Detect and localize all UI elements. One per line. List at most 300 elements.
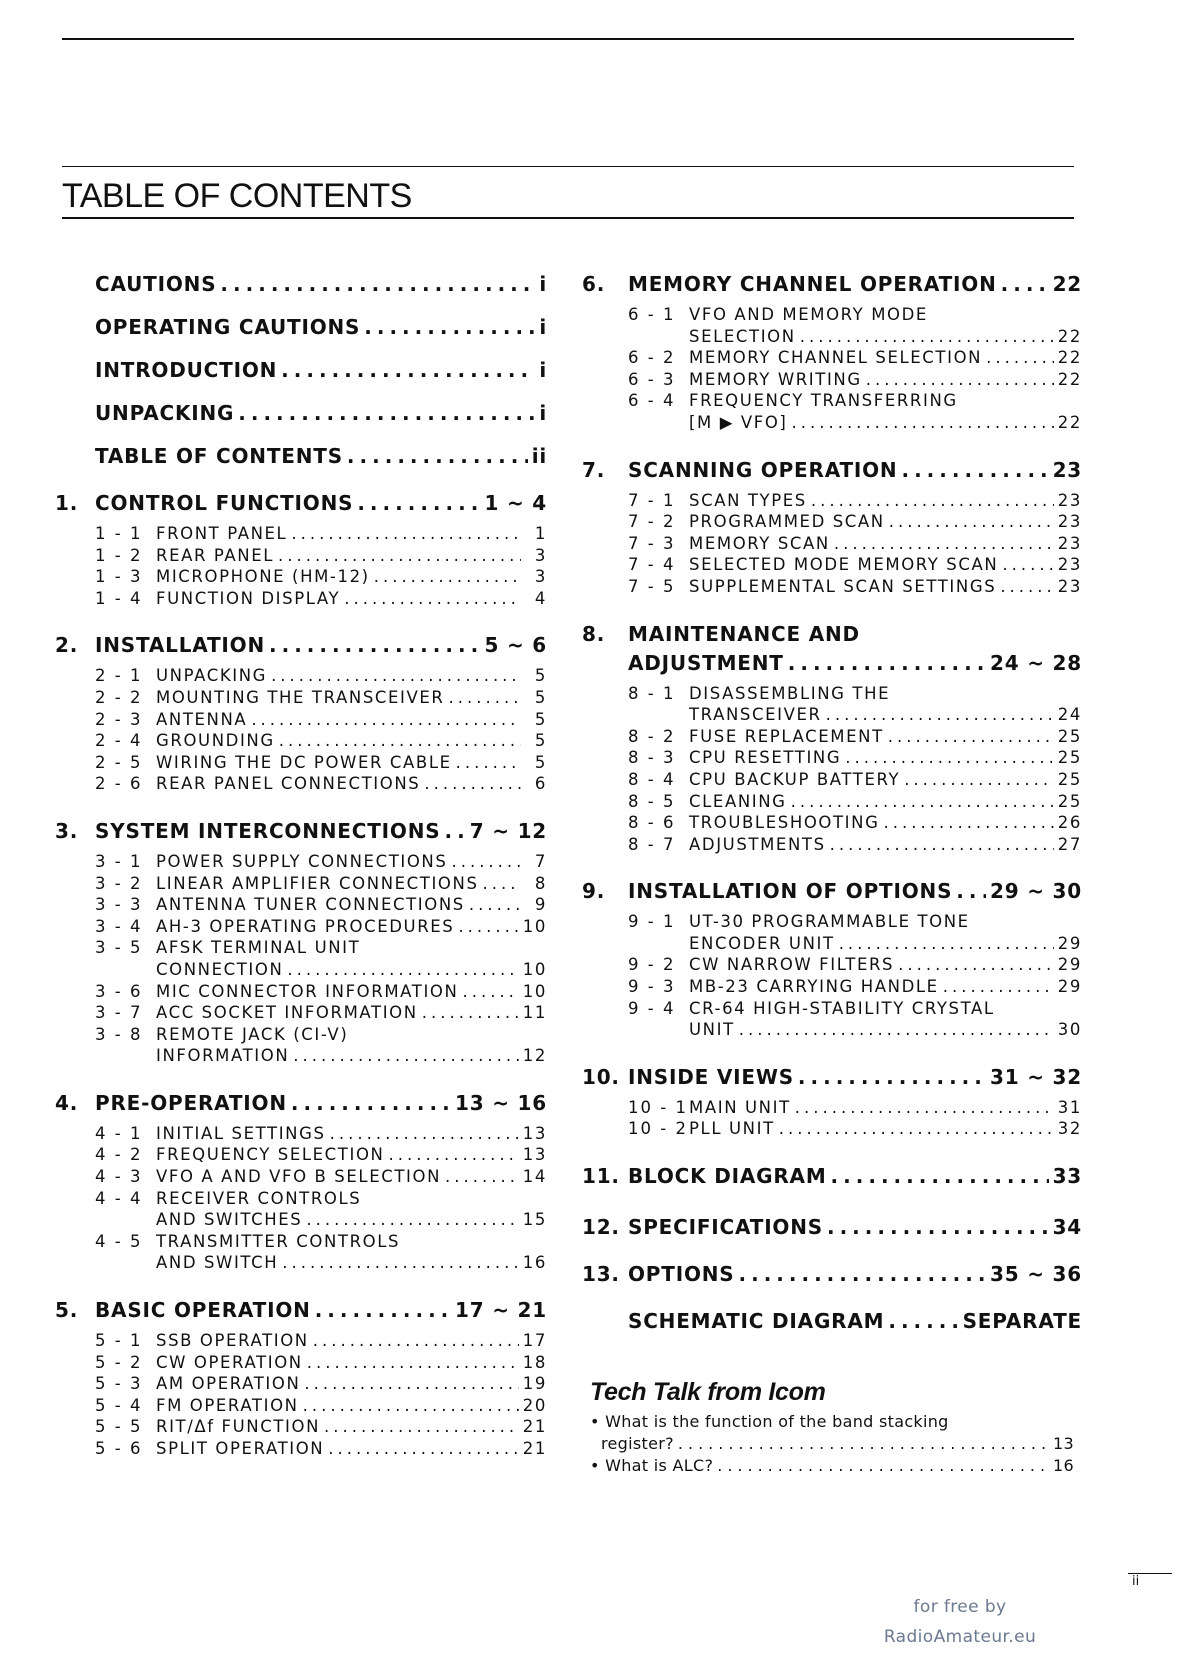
subsection-line — [689, 533, 1082, 555]
toc-section — [582, 270, 1082, 434]
subsection-title: ANTENNA TUNER CONNECTIONS — [156, 895, 465, 915]
subsection-entry — [55, 1352, 547, 1374]
subsection-title: VFO AND MEMORY MODE — [689, 305, 928, 324]
dot-leader — [315, 1296, 451, 1325]
dot-leader — [388, 1144, 518, 1166]
section-title-line — [628, 456, 1082, 485]
page-ref: 27 — [1057, 834, 1082, 854]
toc-entry — [582, 1162, 1082, 1191]
subsection-title: MICROPHONE (HM-12) — [156, 567, 370, 587]
subsection-number: 2 - 5 — [95, 752, 143, 772]
page-ref: 7 ~ 12 — [469, 818, 547, 843]
subsection-number: 8 - 4 — [628, 769, 676, 789]
section-number: 12. — [582, 1215, 620, 1240]
section-spacer — [55, 1067, 547, 1089]
toc-entry — [582, 1307, 1082, 1336]
section-number: 13. — [582, 1262, 620, 1287]
page-ref: 7 — [534, 851, 547, 871]
subsection-number: 8 - 1 — [628, 683, 676, 703]
page-ref: 22 — [1057, 369, 1082, 389]
subsection-title: MB-23 CARRYING HANDLE — [689, 977, 939, 997]
subsection-number: 3 - 3 — [95, 895, 143, 915]
section-title-line — [95, 817, 547, 846]
page-ref: 23 — [1052, 457, 1082, 482]
subsection-line — [689, 834, 1082, 856]
section-title-line — [95, 399, 547, 428]
subsection-line — [689, 1097, 1082, 1119]
subsection-number: 5 - 5 — [95, 1417, 143, 1437]
dot-leader — [826, 704, 1054, 726]
subsection-entry — [55, 937, 547, 980]
section-title: SCANNING OPERATION — [628, 457, 898, 482]
dot-leader — [943, 976, 1054, 998]
dot-leader — [866, 369, 1054, 391]
subsection-line — [156, 1166, 547, 1188]
subsection-entry — [55, 894, 547, 916]
page-ref: 19 — [522, 1374, 547, 1394]
toc-section — [55, 489, 547, 609]
subsection-number: 9 - 3 — [628, 977, 676, 997]
subsection-number: 10 - 1 — [628, 1097, 688, 1117]
dot-leader — [291, 1089, 451, 1118]
subsection-line — [156, 873, 547, 895]
subsection-list — [55, 1123, 547, 1274]
dot-leader — [303, 1395, 519, 1417]
subsection-title: CW NARROW FILTERS — [689, 955, 895, 975]
dot-leader — [795, 1097, 1054, 1119]
dot-leader — [357, 489, 480, 518]
section-title-line — [628, 1162, 1082, 1191]
subsection-line-2 — [689, 1019, 1082, 1041]
toc-entry — [582, 270, 1082, 299]
subsection-number: 9 - 4 — [628, 998, 676, 1018]
subsection-body — [156, 752, 547, 774]
dot-leader — [483, 873, 521, 895]
subsection-list — [582, 1097, 1082, 1140]
dot-leader — [1001, 270, 1049, 299]
dot-leader — [986, 347, 1054, 369]
section-title: OPTIONS — [628, 1262, 735, 1287]
subsection-number: 6 - 4 — [628, 391, 676, 411]
section-spacer — [55, 1460, 547, 1482]
subsection-entry — [55, 665, 547, 687]
subsection-title: AH-3 OPERATING PROCEDURES — [156, 916, 455, 936]
subsection-title: SPLIT OPERATION — [156, 1439, 325, 1458]
subsection-line — [156, 916, 547, 938]
subsection-title: SSB OPERATION — [156, 1331, 309, 1351]
subsection-entry — [55, 981, 547, 1003]
subsection-line-2 — [689, 933, 1082, 955]
section-number: 6. — [582, 272, 606, 296]
page-ref: 23 — [1057, 490, 1082, 510]
subsection-line — [689, 791, 1082, 813]
subsection-number: 2 - 2 — [95, 687, 143, 707]
section-spacer — [55, 342, 547, 356]
dot-leader — [281, 356, 535, 385]
subsection-list — [582, 911, 1082, 1041]
page-ref: 22 — [1057, 348, 1082, 368]
subsection-entry — [55, 1231, 547, 1274]
section-spacer — [55, 1274, 547, 1296]
toc-section — [582, 1063, 1082, 1140]
section-spacer — [55, 795, 547, 817]
subsection-entry — [582, 369, 1082, 391]
tech-talk-question: • What is the function of the band stacking — [590, 1412, 949, 1431]
subsection-entry — [55, 730, 547, 752]
section-title: PRE-OPERATION — [95, 1090, 287, 1115]
subsection-line — [689, 976, 1082, 998]
subsection-body — [689, 533, 1082, 555]
toc-entry — [582, 620, 1082, 678]
subsection-body — [689, 976, 1082, 998]
dot-leader — [451, 851, 521, 873]
dot-leader — [827, 1213, 1049, 1242]
subsection-title: CPU RESETTING — [689, 748, 842, 768]
subsection-title: AFSK TERMINAL UNIT — [156, 938, 361, 958]
dot-leader — [324, 1416, 519, 1438]
subsection-title: INITIAL SETTINGS — [156, 1123, 326, 1143]
dot-leader — [791, 412, 1053, 434]
subsection-entry — [582, 1097, 1082, 1119]
subsection-body — [156, 1144, 547, 1166]
subsection-line — [156, 545, 547, 567]
subsection-entry — [55, 1123, 547, 1145]
subsection-title: RIT/Δf FUNCTION — [156, 1417, 321, 1437]
section-title-wrap — [95, 313, 547, 342]
section-title-line — [95, 442, 547, 471]
page-ref: 16 — [522, 1253, 547, 1273]
subsection-title-continued: ENCODER UNIT — [689, 933, 835, 953]
section-title: CAUTIONS — [95, 272, 217, 296]
toc-section — [55, 631, 547, 795]
dot-leader — [293, 1045, 519, 1067]
subsection-title: SELECTED MODE MEMORY SCAN — [689, 555, 999, 575]
subsection-line — [156, 687, 547, 709]
subsection-number: 5 - 3 — [95, 1374, 143, 1394]
subsection-entry — [582, 911, 1082, 954]
subsection-line — [156, 730, 547, 752]
subsection-entry — [55, 523, 547, 545]
section-title-wrap — [628, 620, 1082, 678]
section-title-line — [95, 631, 547, 660]
page-ref: 16 — [1053, 1456, 1074, 1475]
subsection-line-1 — [689, 304, 1082, 326]
toc-section — [55, 270, 547, 299]
section-spacer — [582, 1289, 1082, 1307]
section-title-line — [628, 877, 1082, 906]
dot-leader — [956, 877, 986, 906]
subsection-title: PLL UNIT — [689, 1119, 775, 1139]
subsection-body — [689, 791, 1082, 813]
section-spacer — [582, 434, 1082, 456]
section-title-wrap — [95, 1296, 547, 1325]
dot-leader — [313, 1330, 519, 1352]
subsection-entry — [55, 1188, 547, 1231]
subsection-body — [156, 1166, 547, 1188]
dot-leader — [279, 730, 521, 752]
subsection-line — [689, 576, 1082, 598]
toc-section — [582, 1162, 1082, 1191]
section-title-line — [95, 1089, 547, 1118]
page-ref: 10 — [522, 916, 547, 936]
dot-leader — [845, 747, 1054, 769]
dot-leader — [444, 817, 465, 846]
subsection-line-2 — [689, 412, 1082, 434]
subsection-entry — [55, 1373, 547, 1395]
dot-leader — [449, 687, 522, 709]
page-ref: i — [539, 401, 547, 425]
subsection-body — [689, 769, 1082, 791]
toc-section — [582, 877, 1082, 1041]
page-ref: 30 — [1057, 1020, 1082, 1040]
subsection-line — [689, 1118, 1082, 1140]
toc-section — [582, 1307, 1082, 1336]
subsection-line — [156, 1352, 547, 1374]
page-ref: 24 — [1057, 705, 1082, 725]
toc-section — [55, 399, 547, 428]
page-ref: 34 — [1052, 1215, 1082, 1240]
subsection-body — [156, 1438, 547, 1460]
dot-leader — [883, 812, 1053, 834]
subsection-body — [156, 1123, 547, 1145]
section-title: INSTALLATION — [95, 633, 265, 658]
section-title: SYSTEM INTERCONNECTIONS — [95, 818, 441, 843]
subsection-line-2 — [156, 959, 547, 981]
subsection-body — [156, 566, 547, 588]
subsection-line-1 — [156, 937, 547, 959]
subsection-line-1 — [689, 683, 1082, 705]
section-title: INTRODUCTION — [95, 358, 278, 382]
subsection-entry — [582, 576, 1082, 598]
subsection-title: ANTENNA — [156, 709, 248, 729]
subsection-entry — [55, 588, 547, 610]
dot-leader — [238, 399, 535, 428]
toc-entry — [55, 817, 547, 846]
subsection-body — [689, 347, 1082, 369]
page-ref: ii — [531, 444, 547, 468]
dot-leader — [445, 1166, 519, 1188]
subsection-line — [156, 773, 547, 795]
subsection-number: 4 - 5 — [95, 1231, 143, 1251]
section-title-wrap — [95, 1089, 547, 1118]
subsection-title: MAIN UNIT — [689, 1097, 791, 1117]
toc-entry — [55, 356, 547, 385]
subsection-entry — [582, 554, 1082, 576]
subsection-body — [156, 1002, 547, 1024]
dot-leader — [278, 545, 521, 567]
subsection-body — [156, 709, 547, 731]
subsection-entry — [55, 1330, 547, 1352]
subsection-entry — [55, 545, 547, 567]
page-ref: 10 — [522, 981, 547, 1001]
subsection-number: 10 - 2 — [628, 1119, 688, 1139]
subsection-title: FREQUENCY SELECTION — [156, 1145, 385, 1165]
dot-leader — [456, 752, 521, 774]
subsection-title-continued: SELECTION — [689, 326, 796, 346]
page-ref: 18 — [522, 1352, 547, 1372]
subsection-line — [689, 747, 1082, 769]
subsection-entry — [582, 1118, 1082, 1140]
subsection-title: VFO A AND VFO B SELECTION — [156, 1167, 442, 1187]
dot-leader — [287, 959, 518, 981]
subsection-title-continued: AND SWITCH — [156, 1253, 279, 1273]
page-ref: 14 — [522, 1167, 547, 1187]
toc-entry — [55, 631, 547, 660]
subsection-number: 3 - 7 — [95, 1003, 143, 1023]
subsection-body — [156, 937, 547, 980]
subsection-number: 5 - 2 — [95, 1352, 143, 1372]
dot-leader — [788, 649, 986, 678]
subsection-line — [689, 554, 1082, 576]
page-ref: 5 — [534, 666, 547, 686]
subsection-title: PROGRAMMED SCAN — [689, 512, 885, 532]
subsection-title: ACC SOCKET INFORMATION — [156, 1003, 418, 1023]
subsection-line — [156, 566, 547, 588]
subsection-body — [689, 1118, 1082, 1140]
toc-entry — [582, 1063, 1082, 1092]
top-rule — [62, 38, 1074, 40]
section-title-wrap — [628, 1213, 1082, 1242]
subsection-entry — [582, 511, 1082, 533]
subsection-line — [156, 752, 547, 774]
subsection-title-continued: TRANSCEIVER — [689, 705, 822, 725]
subsection-entry — [55, 1144, 547, 1166]
subsection-title: RECEIVER CONTROLS — [156, 1188, 362, 1208]
subsection-line-2 — [156, 1209, 547, 1231]
subsection-entry — [582, 976, 1082, 998]
subsection-number: 7 - 3 — [628, 533, 676, 553]
section-title-line — [628, 1063, 1082, 1092]
toc-section — [55, 1296, 547, 1460]
subsection-body — [156, 1024, 547, 1067]
subsection-line — [156, 1123, 547, 1145]
subsection-title: TROUBLESHOOTING — [689, 813, 880, 833]
section-number: 2. — [55, 633, 79, 658]
section-title: UNPACKING — [95, 401, 235, 425]
subsection-list — [582, 490, 1082, 598]
title-bottom-rule — [62, 217, 1074, 219]
page-ref: 1 — [534, 524, 547, 543]
subsection-body — [156, 981, 547, 1003]
page-ref: 29 — [1057, 977, 1082, 997]
section-title-line — [95, 489, 547, 518]
subsection-body — [156, 916, 547, 938]
section-title: BLOCK DIAGRAM — [628, 1164, 827, 1189]
dot-leader — [901, 456, 1048, 485]
section-title: OPERATING CAUTIONS — [95, 315, 361, 339]
subsection-line — [156, 851, 547, 873]
dot-leader — [251, 709, 521, 731]
subsection-body — [689, 490, 1082, 512]
subsection-title: SCAN TYPES — [689, 490, 807, 510]
subsection-number: 4 - 3 — [95, 1167, 143, 1187]
section-title-wrap — [95, 399, 547, 428]
subsection-entry — [582, 747, 1082, 769]
subsection-line — [689, 726, 1082, 748]
subsection-line — [156, 1002, 547, 1024]
subsection-body — [689, 911, 1082, 954]
subsection-number: 8 - 7 — [628, 834, 676, 854]
toc-entry — [55, 313, 547, 342]
dot-leader — [1002, 554, 1053, 576]
subsection-number: 3 - 5 — [95, 938, 143, 958]
subsection-line — [156, 894, 547, 916]
subsection-entry — [55, 851, 547, 873]
subsection-entry — [582, 390, 1082, 433]
page-number: ii — [1128, 1573, 1172, 1589]
subsection-title: UNPACKING — [156, 666, 268, 686]
subsection-list — [582, 683, 1082, 856]
section-title: BASIC OPERATION — [95, 1298, 311, 1323]
tech-talk-list — [590, 1411, 1074, 1477]
subsection-body — [156, 730, 547, 752]
page-ref: i — [539, 315, 547, 339]
subsection-number: 5 - 6 — [95, 1439, 143, 1458]
section-spacer — [55, 299, 547, 313]
subsection-entry — [55, 752, 547, 774]
subsection-title-continued: AND SWITCHES — [156, 1210, 303, 1230]
subsection-entry — [55, 1416, 547, 1438]
section-spacer — [582, 1336, 1082, 1354]
subsection-number: 7 - 2 — [628, 512, 676, 532]
subsection-body — [156, 687, 547, 709]
dot-leader — [330, 1123, 519, 1145]
subsection-body — [689, 369, 1082, 391]
subsection-title: TRANSMITTER CONTROLS — [156, 1231, 401, 1251]
page-ref: 17 ~ 21 — [455, 1298, 547, 1323]
subsection-line — [156, 1395, 547, 1417]
subsection-number: 8 - 6 — [628, 813, 676, 833]
subsection-number: 9 - 2 — [628, 955, 676, 975]
page-ref: SEPARATE — [962, 1309, 1082, 1334]
page-ref: 29 — [1057, 933, 1082, 953]
subsection-entry — [582, 791, 1082, 813]
page-ref: 5 — [534, 709, 547, 729]
subsection-title-continued: UNIT — [689, 1020, 735, 1040]
section-title-line — [95, 313, 547, 342]
section-title-wrap — [95, 356, 547, 385]
section-number: 10. — [582, 1064, 620, 1089]
subsection-number: 1 - 1 — [95, 524, 143, 543]
subsection-line — [156, 588, 547, 610]
section-title-wrap — [95, 442, 547, 471]
dot-leader — [831, 1162, 1049, 1191]
section-spacer — [55, 609, 547, 631]
page-ref: 5 — [534, 752, 547, 772]
subsection-body — [689, 554, 1082, 576]
toc-section — [582, 1213, 1082, 1242]
subsection-number: 4 - 2 — [95, 1145, 143, 1165]
subsection-body — [156, 773, 547, 795]
subsection-line — [689, 812, 1082, 834]
toc-section — [55, 313, 547, 342]
subsection-number: 1 - 4 — [95, 588, 143, 608]
page-ref: 21 — [522, 1439, 547, 1458]
section-title-line-2 — [628, 649, 1082, 678]
page-ref: 5 ~ 6 — [484, 633, 547, 658]
dot-leader — [269, 631, 480, 660]
subsection-number: 3 - 1 — [95, 851, 143, 871]
page-ref: 31 ~ 32 — [990, 1064, 1082, 1089]
page-ref: 23 — [1057, 512, 1082, 532]
section-title-wrap — [628, 1063, 1082, 1092]
dot-leader — [458, 916, 518, 938]
subsection-list — [55, 523, 547, 609]
section-spacer — [582, 1191, 1082, 1213]
section-title-wrap — [628, 1162, 1082, 1191]
section-title-wrap — [95, 631, 547, 660]
subsection-title: FUSE REPLACEMENT — [689, 726, 884, 746]
